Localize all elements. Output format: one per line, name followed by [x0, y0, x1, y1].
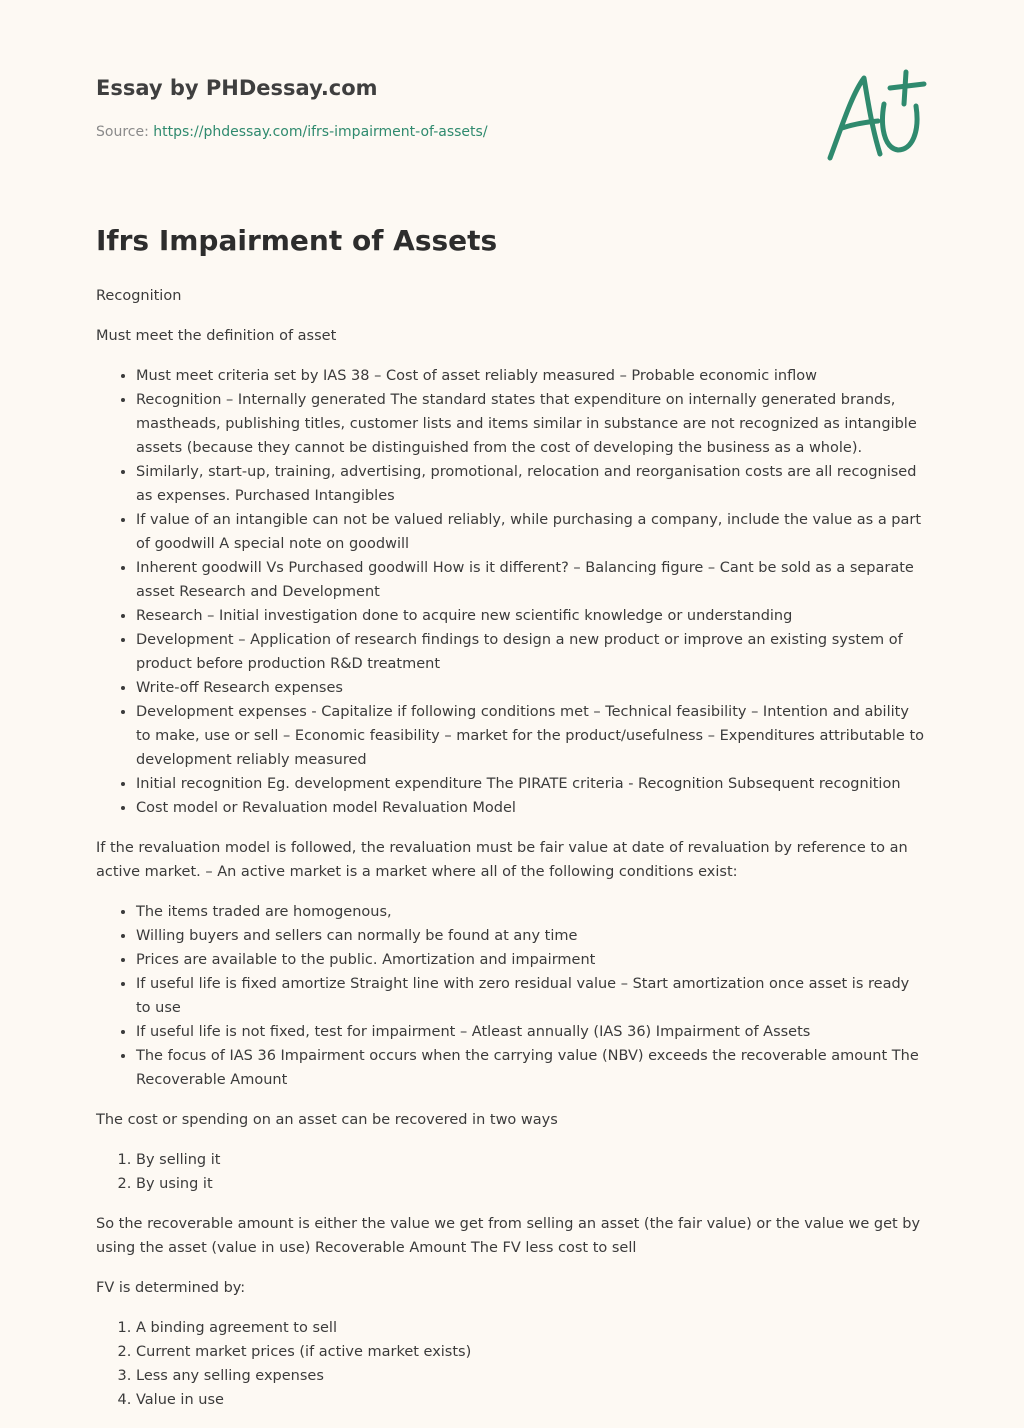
paragraph: FV is determined by:: [96, 1280, 246, 1296]
list-item: • Development expenses - Capitalize if following conditions met – Technical feasibility – Intention and ability to make, use or sell – Economic feasibility – market for the product/usefulness – Expenditures attributable to development reliably measured: [136, 700, 928, 772]
page-title: Ifrs Impairment of Assets: [96, 224, 498, 257]
list-item: • The focus of IAS 36 Impairment occurs when the carrying value (NBV) exceeds the recoverable amount The Recoverable Amount: [136, 1044, 928, 1092]
list-item: • Write-off Research expenses: [136, 676, 928, 700]
source-link[interactable]: https://phdessay.com/ifrs-impairment-of-assets/: [153, 124, 488, 140]
list-item: 2. By using it: [136, 1172, 928, 1196]
list-item: 2. Current market prices (if active market exists): [136, 1340, 928, 1364]
paragraph: Recognition: [96, 288, 182, 304]
list-item: 1. A binding agreement to sell: [136, 1316, 928, 1340]
source-line: [96, 124, 488, 140]
list-item: • Recognition – Internally generated The standard states that expenditure on internally generated brands, mastheads, publishing titles, customer lists and items similar in substance are not recognized as intangible assets (because they cannot be distinguished from the cost of developing the business as a whole).: [136, 388, 928, 460]
list-item: • Research – Initial investigation done to acquire new scientific knowledge or understanding: [136, 604, 928, 628]
list-item: • Willing buyers and sellers can normally be found at any time: [136, 924, 928, 948]
site-brand: Essay by PHDessay.com: [96, 76, 378, 100]
paragraph: If the revaluation model is followed, the revaluation must be fair value at date of revaluation by reference to an active market. – An active market is a market where all of the following conditions exist:: [96, 840, 908, 880]
paragraph: The cost or spending on an asset can be recovered in two ways: [96, 1112, 558, 1128]
paragraph: Must meet the definition of asset: [96, 328, 337, 344]
bullet-list: [96, 364, 928, 820]
numbered-list: [96, 1316, 928, 1412]
list-item: • Initial recognition Eg. development expenditure The PIRATE criteria - Recognition Subsequent recognition: [136, 772, 928, 796]
list-item: 4. Value in use: [136, 1388, 928, 1412]
paragraph: So the recoverable amount is either the value we get from selling an asset (the fair value) or the value we get by using the asset (value in use) Recoverable Amount The FV less cost to sell: [96, 1216, 921, 1256]
list-item: 3. Less any selling expenses: [136, 1364, 928, 1388]
list-item: • If useful life is not fixed, test for impairment – Atleast annually (IAS 36) Impairment of Assets: [136, 1020, 928, 1044]
source-label: Source:: [96, 124, 149, 140]
list-item: 1. By selling it: [136, 1148, 928, 1172]
list-item: • Similarly, start-up, training, advertising, promotional, relocation and reorganisation costs are all recognised as expenses. Purchased Intangibles: [136, 460, 928, 508]
bullet-list: [96, 900, 928, 1092]
list-item: • Prices are available to the public. Amortization and impairment: [136, 948, 928, 972]
numbered-list: [96, 1148, 928, 1196]
list-item: • Inherent goodwill Vs Purchased goodwill How is it different? – Balancing figure – Cant be sold as a separate asset Research and Development: [136, 556, 928, 604]
list-item: • If useful life is fixed amortize Straight line with zero residual value – Start amortization once asset is ready to use: [136, 972, 928, 1020]
essay-body: [96, 284, 928, 1428]
list-item: • The items traded are homogenous,: [136, 900, 928, 924]
a-plus-logo-icon: [820, 66, 930, 166]
list-item: • If value of an intangible can not be valued reliably, while purchasing a company, include the value as a part of goodwill A special note on goodwill: [136, 508, 928, 556]
list-item: • Development – Application of research findings to design a new product or improve an existing system of product before production R&D treatment: [136, 628, 928, 676]
list-item: • Must meet criteria set by IAS 38 – Cost of asset reliably measured – Probable economic inflow: [136, 364, 928, 388]
list-item: • Cost model or Revaluation model Revaluation Model: [136, 796, 928, 820]
